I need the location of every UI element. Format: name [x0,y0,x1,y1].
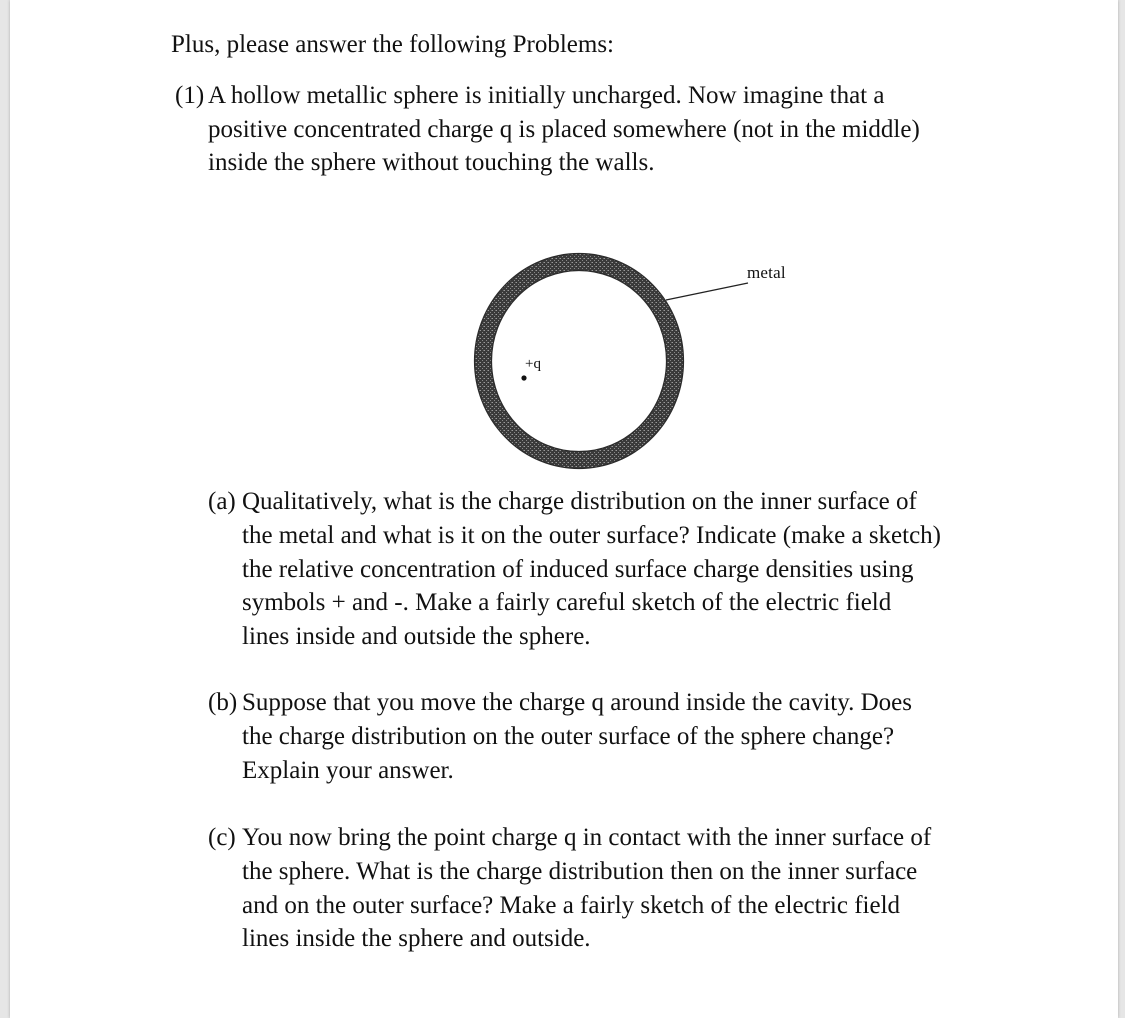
document-page [10,0,1118,1018]
part-a-line: the metal and what is it on the outer surface? Indicate (make a sketch) [242,521,942,549]
part-a-line [208,485,941,519]
metal-leader-line [666,283,748,300]
part-a-line: the relative concentration of induced surface charge densities using [242,555,914,583]
part-c-text: You now bring the point charge q in contact with the inner surface of [242,824,932,851]
problem-1-text: A hollow metallic sphere is initially uncharged. Now imagine that a [208,82,885,109]
part-b [208,686,912,787]
point-charge [521,375,526,380]
part-c-line: the sphere. What is the charge distribution then on the inner surface [242,857,918,885]
part-b-line [208,686,912,720]
metal-shell [483,262,675,460]
part-c-line: lines inside the sphere and outside. [242,925,591,953]
sphere-figure [460,250,820,480]
part-b-text: Suppose that you move the charge q around inside the cavity. Does [242,689,912,716]
part-c [208,821,931,956]
part-b-line: Explain your answer. [242,756,454,784]
part-c-line: and on the outer surface? Make a fairly sketch of the electric field [242,891,901,919]
shell-inner-edge [492,271,667,452]
problem-number: (1) [175,82,205,109]
charge-label: +q [525,356,541,372]
problem-1-line: positive concentrated charge q is placed somewhere (not in the middle) [208,115,920,143]
part-c-label: (c) [208,824,236,851]
part-a-text: Qualitatively, what is the charge distribution on the inner surface of [242,488,917,515]
problem-1-line: inside the sphere without touching the walls. [208,149,655,176]
part-a-label: (a) [208,488,236,515]
problem-1 [175,79,920,180]
part-a-line: symbols + and -. Make a fairly careful sketch of the electric field [242,589,892,617]
metal-label: metal [747,263,786,282]
part-b-line: the charge distribution on the outer surface of the sphere change? [242,722,895,750]
part-a [208,485,941,654]
intro-text: Plus, please answer the following Problems: [171,31,614,58]
part-c-line [208,821,931,855]
sphere-diagram [460,250,820,480]
problem-1-line [175,79,920,113]
part-b-label: (b) [208,689,238,716]
part-a-line: lines inside and outside the sphere. [242,623,591,651]
